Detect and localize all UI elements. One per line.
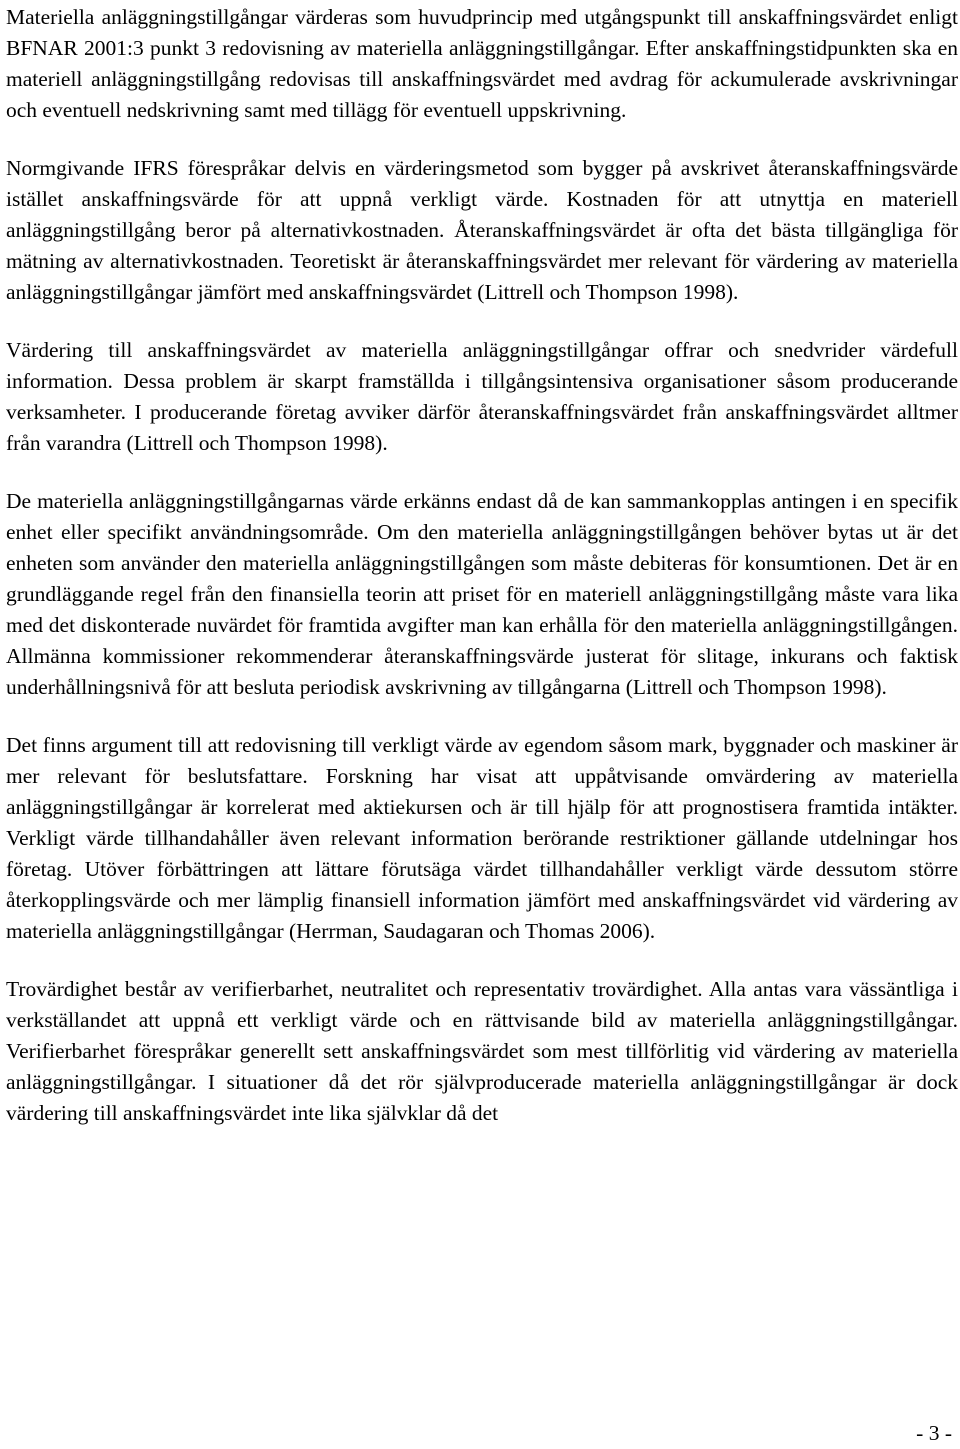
paragraph-4: De materiella anläggningstillgångarnas värde erkänns endast då de kan sammankopplas antingen i en specifik enhet eller specifikt användningsområde. Om den materiella anläggningstillgången behöver bytas ut är det enheten som använder den materiella anläggningstillgången som måste debiteras för konsumtionen. Det är en grundläggande regel från den finansiella teorin att priset för en materiell anläggningstillgång måste vara lika med det diskonterade nuvärdet för framtida avgifter man kan erhålla för den materiella anläggningstillgången. Allmänna kommissioner rekommenderar återanskaffningsvärde justerat för slitage, inkurans och faktisk underhållningsnivå för att besluta periodisk avskrivning av tillgångarna (Littrell och Thompson 1998). <box>6 489 958 699</box>
paragraph-5: Det finns argument till att redovisning till verkligt värde av egendom såsom mark, byggnader och maskiner är mer relevant för beslutsfattare. Forskning har visat att uppåtvisande omvärdering av materiella anläggningstillgångar är korrelerat med aktiekursen och är till hjälp för att prognostisera framtida intäkter. Verkligt värde tillhandahåller även relevant information berörande restriktioner gällande utdelningar hos företag. Utöver förbättringen att lättare förutsäga värdet tillhandahåller verkligt värde dessutom större återkopplingsvärde och mer lämplig finansiell information jämfört med anskaffningsvärdet vid värdering av materiella anläggningstillgångar (Herrman, Saudagaran och Thomas 2006). <box>6 733 958 943</box>
paragraph-6: Trovärdighet består av verifierbarhet, neutralitet och representativ trovärdighet. Alla antas vara vässäntliga i verkställandet att uppnå ett verkligt värde och en rättvisande bild av materiella anläggningstillgångar. Verifierbarhet förespråkar generellt sett anskaffningsvärdet som mest tillförlitig vid värdering av materiella anläggningstillgångar. I situationer då det rör självproducerade materiella anläggningstillgångar är dock värdering till anskaffningsvärdet inte lika självklar då det <box>6 977 958 1125</box>
paragraph-2: Normgivande IFRS förespråkar delvis en värderingsmetod som bygger på avskrivet återanskaffningsvärde istället anskaffningsvärde för att uppnå verkligt värde. Kostnaden för att utnyttja en materiell anläggningstillgång beror på alternativkostnaden. Återanskaffningsvärdet är ofta det bästa tillgängliga för mätning av alternativkostnaden. Teoretiskt är återanskaffningsvärdet mer relevant för värdering av materiella anläggningstillgångar jämfört med anskaffningsvärdet (Littrell och Thompson 1998). <box>6 156 958 304</box>
page-number: - 3 - <box>916 1421 952 1445</box>
paragraph-1: Materiella anläggningstillgångar värderas som huvudprincip med utgångspunkt till anskaffningsvärdet enligt BFNAR 2001:3 punkt 3 redovisning av materiella anläggningstillgångar. Efter anskaffningstidpunkten ska en materiell anläggningstillgång redovisas till anskaffningsvärdet med avdrag för ackumulerade avskrivningar och eventuell nedskrivning samt med tillägg för eventuell uppskrivning. <box>6 5 958 122</box>
document-page <box>6 2 958 1156</box>
paragraph-3: Värdering till anskaffningsvärdet av materiella anläggningstillgångar offrar och snedvrider värdefull information. Dessa problem är skarpt framställda i tillgångsintensiva organisationer såsom producerande verksamheter. I producerande företag avviker därför återanskaffningsvärdet från anskaffningsvärdet alltmer från varandra (Littrell och Thompson 1998). <box>6 338 958 455</box>
